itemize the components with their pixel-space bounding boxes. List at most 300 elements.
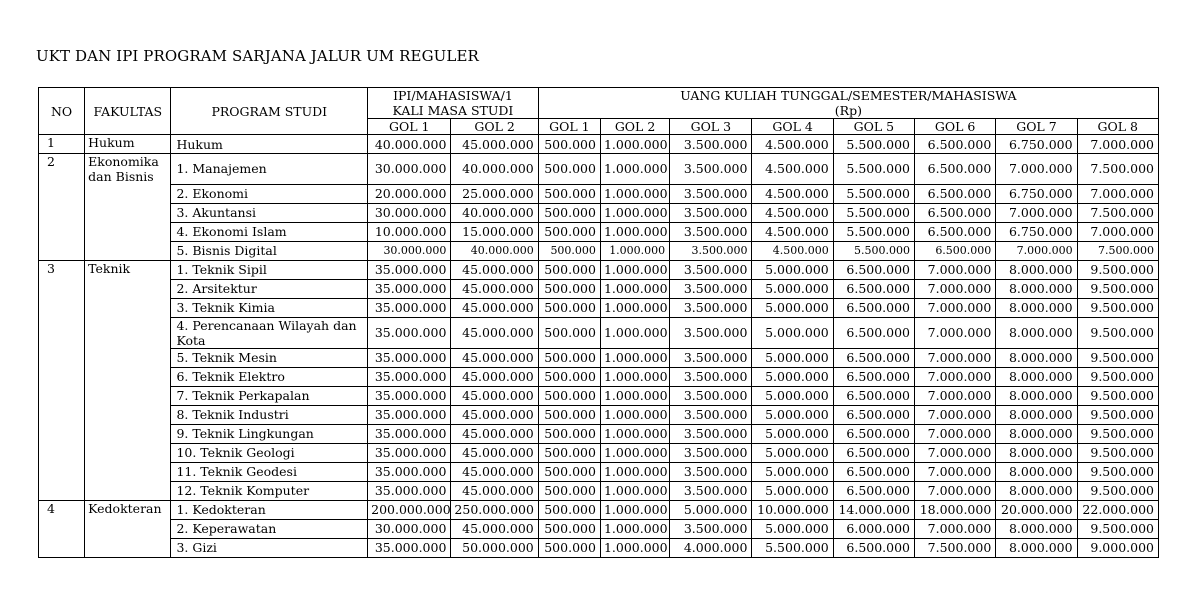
header-ukt-gol: GOL 7 [996, 119, 1077, 135]
table-row [39, 222, 1159, 241]
cell-ukt-value: 10.000.000 [752, 500, 833, 519]
cell-ukt-value: 4.500.000 [752, 241, 833, 260]
cell-program-studi: 5. Bisnis Digital [171, 241, 368, 260]
cell-ukt-value: 500.000 [538, 367, 600, 386]
cell-ukt-value: 8.000.000 [996, 367, 1077, 386]
cell-ipi-value: 45.000.000 [451, 298, 538, 317]
cell-ukt-value: 8.000.000 [996, 348, 1077, 367]
table-row [39, 317, 1159, 348]
cell-ukt-value: 6.500.000 [833, 443, 914, 462]
cell-program-studi: 8. Teknik Industri [171, 405, 368, 424]
cell-ipi-value: 45.000.000 [451, 135, 538, 154]
cell-ipi-value: 45.000.000 [451, 443, 538, 462]
cell-no [39, 279, 85, 298]
cell-program-studi: 5. Teknik Mesin [171, 348, 368, 367]
cell-ipi-value: 40.000.000 [451, 241, 538, 260]
cell-ukt-value: 500.000 [538, 443, 600, 462]
table-row [39, 279, 1159, 298]
header-ukt [538, 88, 1158, 119]
cell-ukt-value: 1.000.000 [600, 519, 669, 538]
cell-ukt-value: 5.500.000 [833, 135, 914, 154]
cell-ukt-value: 7.500.000 [1077, 154, 1158, 185]
cell-ukt-value: 3.500.000 [670, 298, 752, 317]
cell-ukt-value: 4.500.000 [752, 222, 833, 241]
table-row [39, 386, 1159, 405]
cell-ukt-value: 1.000.000 [600, 367, 669, 386]
cell-ukt-value: 6.500.000 [833, 386, 914, 405]
cell-ipi-value: 45.000.000 [451, 367, 538, 386]
cell-ukt-value: 6.750.000 [996, 135, 1077, 154]
cell-ipi-value: 45.000.000 [451, 405, 538, 424]
cell-ukt-value: 500.000 [538, 260, 600, 279]
cell-ukt-value: 500.000 [538, 386, 600, 405]
cell-ukt-value: 7.000.000 [915, 519, 996, 538]
table-row [39, 538, 1159, 557]
cell-program-studi: 4. Ekonomi Islam [171, 222, 368, 241]
cell-ukt-value: 7.000.000 [1077, 222, 1158, 241]
table-row [39, 260, 1159, 279]
cell-ukt-value: 5.000.000 [752, 443, 833, 462]
table-row [39, 462, 1159, 481]
cell-fakultas: Teknik [85, 260, 171, 279]
cell-ukt-value: 9.500.000 [1077, 367, 1158, 386]
cell-ipi-value: 35.000.000 [368, 260, 451, 279]
cell-ukt-value: 6.500.000 [833, 367, 914, 386]
table-row [39, 519, 1159, 538]
cell-ukt-value: 22.000.000 [1077, 500, 1158, 519]
cell-ukt-value: 9.500.000 [1077, 260, 1158, 279]
cell-fakultas [85, 462, 171, 481]
cell-fakultas [85, 386, 171, 405]
table-row [39, 184, 1159, 203]
table-row [39, 405, 1159, 424]
cell-ipi-value: 45.000.000 [451, 462, 538, 481]
header-fakultas: FAKULTAS [85, 88, 171, 135]
cell-ukt-value: 7.500.000 [915, 538, 996, 557]
cell-no [39, 317, 85, 348]
cell-ipi-value: 35.000.000 [368, 298, 451, 317]
cell-ukt-value: 6.500.000 [833, 348, 914, 367]
cell-ukt-value: 3.500.000 [670, 222, 752, 241]
cell-ukt-value: 3.500.000 [670, 279, 752, 298]
cell-ukt-value: 3.500.000 [670, 260, 752, 279]
cell-program-studi: 10. Teknik Geologi [171, 443, 368, 462]
cell-ukt-value: 1.000.000 [600, 241, 669, 260]
cell-ukt-value: 3.500.000 [670, 184, 752, 203]
cell-ipi-value: 45.000.000 [451, 481, 538, 500]
cell-ukt-value: 500.000 [538, 538, 600, 557]
cell-ukt-value: 18.000.000 [915, 500, 996, 519]
cell-ukt-value: 3.500.000 [670, 424, 752, 443]
cell-ukt-value: 1.000.000 [600, 135, 669, 154]
cell-ipi-value: 45.000.000 [451, 424, 538, 443]
cell-ukt-value: 8.000.000 [996, 538, 1077, 557]
cell-ukt-value: 500.000 [538, 279, 600, 298]
table-row [39, 154, 1159, 185]
cell-ukt-value: 4.000.000 [670, 538, 752, 557]
cell-ukt-value: 3.500.000 [670, 348, 752, 367]
header-ipi-line1: IPI/MAHASISWA/1 [393, 88, 513, 103]
cell-ukt-value: 8.000.000 [996, 405, 1077, 424]
cell-ukt-value: 5.000.000 [752, 424, 833, 443]
cell-ukt-value: 500.000 [538, 298, 600, 317]
header-ukt-gol: GOL 1 [538, 119, 600, 135]
cell-ukt-value: 8.000.000 [996, 481, 1077, 500]
cell-ipi-value: 35.000.000 [368, 443, 451, 462]
cell-program-studi: 12. Teknik Komputer [171, 481, 368, 500]
table-row [39, 241, 1159, 260]
cell-ukt-value: 7.000.000 [915, 405, 996, 424]
cell-ukt-value: 5.000.000 [752, 481, 833, 500]
cell-ukt-value: 5.000.000 [752, 348, 833, 367]
cell-ipi-value: 35.000.000 [368, 462, 451, 481]
header-ukt-gol: GOL 2 [600, 119, 669, 135]
header-ukt-gol: GOL 8 [1077, 119, 1158, 135]
cell-ukt-value: 7.000.000 [915, 260, 996, 279]
cell-ukt-value: 1.000.000 [600, 443, 669, 462]
cell-ukt-value: 7.000.000 [1077, 135, 1158, 154]
cell-program-studi: 3. Teknik Kimia [171, 298, 368, 317]
cell-ukt-value: 9.500.000 [1077, 462, 1158, 481]
cell-ukt-value: 7.000.000 [915, 481, 996, 500]
cell-fakultas [85, 184, 171, 203]
header-ukt-gol: GOL 6 [915, 119, 996, 135]
cell-ukt-value: 1.000.000 [600, 222, 669, 241]
cell-no [39, 462, 85, 481]
cell-no [39, 386, 85, 405]
ukt-ipi-table [38, 87, 1159, 558]
cell-ukt-value: 6.500.000 [833, 317, 914, 348]
cell-ukt-value: 6.500.000 [915, 222, 996, 241]
cell-ukt-value: 6.500.000 [915, 184, 996, 203]
cell-ukt-value: 5.000.000 [752, 298, 833, 317]
document-title: UKT DAN IPI PROGRAM SARJANA JALUR UM REGULER [36, 47, 479, 65]
cell-ukt-value: 3.500.000 [670, 241, 752, 260]
cell-ipi-value: 50.000.000 [451, 538, 538, 557]
cell-ipi-value: 45.000.000 [451, 279, 538, 298]
cell-ukt-value: 5.000.000 [752, 260, 833, 279]
cell-ukt-value: 9.500.000 [1077, 405, 1158, 424]
cell-ukt-value: 5.000.000 [752, 317, 833, 348]
cell-ipi-value: 20.000.000 [368, 184, 451, 203]
cell-ukt-value: 1.000.000 [600, 462, 669, 481]
cell-ukt-value: 5.500.000 [833, 184, 914, 203]
cell-ukt-value: 6.500.000 [833, 279, 914, 298]
cell-ukt-value: 8.000.000 [996, 298, 1077, 317]
cell-no [39, 538, 85, 557]
header-ipi-gol: GOL 2 [451, 119, 538, 135]
cell-fakultas [85, 424, 171, 443]
cell-ukt-value: 3.500.000 [670, 405, 752, 424]
cell-ukt-value: 8.000.000 [996, 424, 1077, 443]
cell-program-studi: 9. Teknik Lingkungan [171, 424, 368, 443]
cell-ukt-value: 500.000 [538, 348, 600, 367]
header-ukt-gol: GOL 3 [670, 119, 752, 135]
cell-ukt-value: 9.000.000 [1077, 538, 1158, 557]
header-ipi [368, 88, 539, 119]
table-row [39, 203, 1159, 222]
cell-ukt-value: 1.000.000 [600, 348, 669, 367]
cell-ipi-value: 30.000.000 [368, 241, 451, 260]
cell-program-studi: 1. Manajemen [171, 154, 368, 185]
cell-ukt-value: 7.000.000 [915, 279, 996, 298]
cell-ukt-value: 3.500.000 [670, 135, 752, 154]
cell-ukt-value: 7.500.000 [1077, 203, 1158, 222]
cell-program-studi: 4. Perencanaan Wilayah dan Kota [171, 317, 368, 348]
cell-fakultas: Hukum [85, 135, 171, 154]
table-body [39, 135, 1159, 558]
cell-ukt-value: 7.000.000 [915, 367, 996, 386]
cell-ukt-value: 500.000 [538, 405, 600, 424]
cell-ukt-value: 5.000.000 [752, 519, 833, 538]
cell-ukt-value: 6.500.000 [833, 462, 914, 481]
cell-ukt-value: 6.500.000 [833, 424, 914, 443]
cell-program-studi: 3. Akuntansi [171, 203, 368, 222]
header-ukt-gol: GOL 4 [752, 119, 833, 135]
cell-ukt-value: 500.000 [538, 241, 600, 260]
cell-ukt-value: 1.000.000 [600, 298, 669, 317]
cell-program-studi: 3. Gizi [171, 538, 368, 557]
cell-program-studi: 2. Keperawatan [171, 519, 368, 538]
cell-ukt-value: 5.500.000 [833, 241, 914, 260]
cell-ukt-value: 5.000.000 [752, 405, 833, 424]
table-row [39, 348, 1159, 367]
cell-program-studi: 6. Teknik Elektro [171, 367, 368, 386]
cell-ukt-value: 1.000.000 [600, 279, 669, 298]
cell-ukt-value: 8.000.000 [996, 317, 1077, 348]
cell-ukt-value: 5.000.000 [752, 367, 833, 386]
cell-ukt-value: 8.000.000 [996, 279, 1077, 298]
cell-ukt-value: 8.000.000 [996, 462, 1077, 481]
cell-ipi-value: 35.000.000 [368, 279, 451, 298]
cell-ipi-value: 15.000.000 [451, 222, 538, 241]
cell-fakultas [85, 298, 171, 317]
header-ukt-line2: (Rp) [834, 103, 862, 118]
cell-no [39, 184, 85, 203]
cell-ukt-value: 1.000.000 [600, 386, 669, 405]
cell-ipi-value: 30.000.000 [368, 203, 451, 222]
table-row [39, 443, 1159, 462]
cell-ukt-value: 6.500.000 [915, 241, 996, 260]
cell-ukt-value: 500.000 [538, 222, 600, 241]
cell-ipi-value: 10.000.000 [368, 222, 451, 241]
cell-ipi-value: 35.000.000 [368, 424, 451, 443]
cell-ukt-value: 6.750.000 [996, 184, 1077, 203]
cell-ukt-value: 14.000.000 [833, 500, 914, 519]
cell-ukt-value: 8.000.000 [996, 443, 1077, 462]
cell-no [39, 481, 85, 500]
cell-no: 4 [39, 500, 85, 519]
cell-ukt-value: 1.000.000 [600, 317, 669, 348]
cell-ipi-value: 40.000.000 [368, 135, 451, 154]
cell-ukt-value: 7.000.000 [915, 462, 996, 481]
cell-ukt-value: 7.000.000 [1077, 184, 1158, 203]
cell-no: 1 [39, 135, 85, 154]
cell-ukt-value: 9.500.000 [1077, 443, 1158, 462]
cell-ukt-value: 6.750.000 [996, 222, 1077, 241]
cell-ukt-value: 500.000 [538, 203, 600, 222]
cell-program-studi: 1. Kedokteran [171, 500, 368, 519]
cell-no [39, 367, 85, 386]
cell-fakultas [85, 241, 171, 260]
cell-fakultas [85, 405, 171, 424]
cell-no [39, 241, 85, 260]
cell-ukt-value: 7.000.000 [996, 154, 1077, 185]
cell-no: 2 [39, 154, 85, 185]
cell-ukt-value: 4.500.000 [752, 203, 833, 222]
cell-fakultas: Kedokteran [85, 500, 171, 519]
cell-program-studi: 7. Teknik Perkapalan [171, 386, 368, 405]
cell-fakultas [85, 538, 171, 557]
cell-fakultas [85, 317, 171, 348]
cell-ukt-value: 5.000.000 [752, 279, 833, 298]
cell-ipi-value: 45.000.000 [451, 348, 538, 367]
cell-ukt-value: 3.500.000 [670, 481, 752, 500]
cell-ipi-value: 40.000.000 [451, 203, 538, 222]
cell-ukt-value: 1.000.000 [600, 424, 669, 443]
cell-ukt-value: 5.500.000 [833, 203, 914, 222]
cell-ukt-value: 6.500.000 [833, 481, 914, 500]
cell-ukt-value: 500.000 [538, 462, 600, 481]
cell-ukt-value: 3.500.000 [670, 462, 752, 481]
table-row [39, 367, 1159, 386]
cell-ukt-value: 7.000.000 [915, 298, 996, 317]
cell-ipi-value: 35.000.000 [368, 538, 451, 557]
cell-ukt-value: 6.500.000 [915, 135, 996, 154]
cell-ukt-value: 4.500.000 [752, 184, 833, 203]
cell-no [39, 519, 85, 538]
cell-ipi-value: 40.000.000 [451, 154, 538, 185]
cell-fakultas [85, 348, 171, 367]
cell-ipi-value: 35.000.000 [368, 481, 451, 500]
cell-ukt-value: 7.000.000 [996, 203, 1077, 222]
table-row [39, 424, 1159, 443]
cell-ukt-value: 500.000 [538, 317, 600, 348]
cell-ipi-value: 250.000.000 [451, 500, 538, 519]
cell-ukt-value: 7.000.000 [915, 348, 996, 367]
cell-ipi-value: 35.000.000 [368, 367, 451, 386]
header-ukt-gol: GOL 5 [833, 119, 914, 135]
cell-ukt-value: 500.000 [538, 135, 600, 154]
cell-ukt-value: 8.000.000 [996, 519, 1077, 538]
cell-ukt-value: 5.500.000 [752, 538, 833, 557]
cell-ipi-value: 45.000.000 [451, 317, 538, 348]
table-row [39, 500, 1159, 519]
cell-ukt-value: 9.500.000 [1077, 298, 1158, 317]
cell-ukt-value: 5.500.000 [833, 154, 914, 185]
cell-ukt-value: 4.500.000 [752, 135, 833, 154]
cell-ipi-value: 35.000.000 [368, 348, 451, 367]
cell-ukt-value: 7.000.000 [915, 424, 996, 443]
cell-program-studi: 11. Teknik Geodesi [171, 462, 368, 481]
cell-fakultas [85, 222, 171, 241]
table-row [39, 135, 1159, 154]
cell-ukt-value: 3.500.000 [670, 386, 752, 405]
table-row [39, 481, 1159, 500]
cell-ukt-value: 1.000.000 [600, 203, 669, 222]
cell-ipi-value: 25.000.000 [451, 184, 538, 203]
cell-ipi-value: 35.000.000 [368, 386, 451, 405]
cell-ukt-value: 500.000 [538, 500, 600, 519]
cell-ukt-value: 3.500.000 [670, 203, 752, 222]
cell-ipi-value: 45.000.000 [451, 519, 538, 538]
cell-ukt-value: 9.500.000 [1077, 386, 1158, 405]
cell-ukt-value: 9.500.000 [1077, 279, 1158, 298]
cell-ukt-value: 500.000 [538, 184, 600, 203]
cell-no [39, 348, 85, 367]
cell-ipi-value: 45.000.000 [451, 260, 538, 279]
cell-ukt-value: 5.000.000 [670, 500, 752, 519]
cell-ukt-value: 1.000.000 [600, 405, 669, 424]
cell-ukt-value: 9.500.000 [1077, 424, 1158, 443]
cell-ukt-value: 9.500.000 [1077, 519, 1158, 538]
cell-ukt-value: 5.000.000 [752, 462, 833, 481]
cell-ukt-value: 7.000.000 [915, 386, 996, 405]
cell-program-studi: 2. Arsitektur [171, 279, 368, 298]
header-ukt-line1: UANG KULIAH TUNGGAL/SEMESTER/MAHASISWA [680, 88, 1017, 103]
cell-ukt-value: 6.500.000 [833, 405, 914, 424]
table-row [39, 298, 1159, 317]
cell-fakultas [85, 443, 171, 462]
cell-no [39, 405, 85, 424]
cell-ukt-value: 1.000.000 [600, 154, 669, 185]
cell-ukt-value: 9.500.000 [1077, 317, 1158, 348]
cell-ukt-value: 7.000.000 [915, 317, 996, 348]
cell-ukt-value: 3.500.000 [670, 317, 752, 348]
cell-fakultas [85, 519, 171, 538]
cell-ukt-value: 500.000 [538, 154, 600, 185]
cell-ukt-value: 6.500.000 [833, 260, 914, 279]
cell-ukt-value: 8.000.000 [996, 386, 1077, 405]
header-ipi-line2: KALI MASA STUDI [392, 103, 514, 118]
cell-ukt-value: 3.500.000 [670, 367, 752, 386]
cell-ukt-value: 1.000.000 [600, 538, 669, 557]
cell-ipi-value: 200.000.000 [368, 500, 451, 519]
cell-no [39, 298, 85, 317]
cell-ukt-value: 7.000.000 [915, 443, 996, 462]
cell-ukt-value: 3.500.000 [670, 443, 752, 462]
cell-ukt-value: 20.000.000 [996, 500, 1077, 519]
header-no: NO [39, 88, 85, 135]
cell-fakultas [85, 203, 171, 222]
cell-ukt-value: 5.500.000 [833, 222, 914, 241]
cell-no [39, 424, 85, 443]
cell-ukt-value: 9.500.000 [1077, 481, 1158, 500]
cell-ukt-value: 1.000.000 [600, 260, 669, 279]
cell-ukt-value: 6.500.000 [833, 538, 914, 557]
cell-fakultas [85, 367, 171, 386]
cell-ipi-value: 30.000.000 [368, 154, 451, 185]
cell-fakultas [85, 481, 171, 500]
cell-ukt-value: 7.500.000 [1077, 241, 1158, 260]
cell-program-studi: 2. Ekonomi [171, 184, 368, 203]
cell-ipi-value: 35.000.000 [368, 317, 451, 348]
cell-ukt-value: 500.000 [538, 481, 600, 500]
cell-ipi-value: 35.000.000 [368, 405, 451, 424]
cell-ukt-value: 1.000.000 [600, 184, 669, 203]
cell-ukt-value: 5.000.000 [752, 386, 833, 405]
cell-ukt-value: 6.500.000 [833, 298, 914, 317]
cell-no: 3 [39, 260, 85, 279]
header-ipi-gol: GOL 1 [368, 119, 451, 135]
cell-ukt-value: 6.000.000 [833, 519, 914, 538]
cell-ukt-value: 6.500.000 [915, 154, 996, 185]
cell-program-studi: 1. Teknik Sipil [171, 260, 368, 279]
cell-ukt-value: 3.500.000 [670, 154, 752, 185]
cell-ukt-value: 9.500.000 [1077, 348, 1158, 367]
cell-ukt-value: 1.000.000 [600, 500, 669, 519]
cell-ukt-value: 4.500.000 [752, 154, 833, 185]
